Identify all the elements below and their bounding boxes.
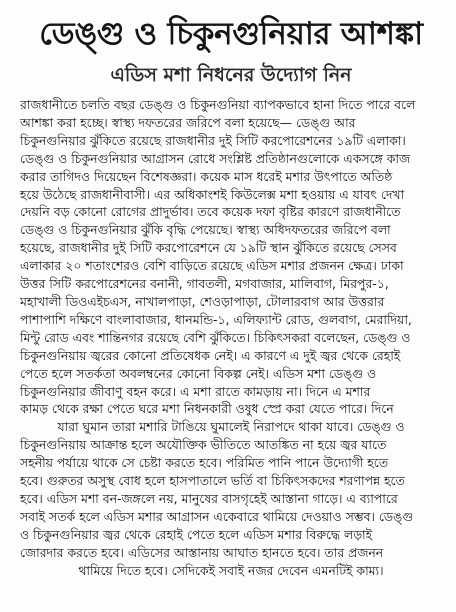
body-line: চিকুনগুনিয়ার ঝুঁকিতে রয়েছে রাজধানীর দুই সিটি করপোরেশনের ১৯টি এলাকা। [20,132,406,148]
body-line: মহাখালী ডিওএইচএস, নাখালপাড়া, শেওড়াপাড়া, টোলারবাগ আর উত্তরার [20,293,385,309]
body-line: কামড় থেকে রক্ষা পেতে ঘরে মশা নিধনকারী ওষুধ স্প্রে করা যেতে পারে। দিনে [20,401,394,417]
body-line: হবে। গুরুতর অসুস্থ বোধ হলে হাসপাতালে ভর্তি বা চিকিৎসকদের শরণাপন্ন হতে [20,473,405,489]
body-line: ডেঙ্গু ও চিকুনগুনিয়ার আগ্রাসন রোধে সংশ্লিষ্ট প্রতিষ্ঠানগুলোকে একসঙ্গে কাজ [20,150,411,166]
body-line: যারা ঘুমান তারা মশারি টাঙিয়ে ঘুমালেই নিরাপদে থাকা যাবে। ডেঙ্গু ও [57,419,405,435]
body-line: মিন্টু রোড এবং শান্তিনগর রয়েছে বেশি ঝুঁকিতে। চিকিৎসকরা বলেছেন, ডেঙ্গু ও [20,329,411,345]
body-line: হয়ে উঠেছে রাজধানীবাসী। এর অধিকাংশই কিউলেক্স মশা হওয়ায় এ যাবৎ দেখা [20,186,405,202]
body-line: এলাকার ২০ শতাংশেরও বেশি বাড়িতে রয়েছে এডিস মশার প্রজনন ক্ষেত্র। ঢাকা [20,258,404,274]
body-line: পাশাপাশি দক্ষিণে বাংলাবাজার, ধানমন্ডি-১, এলিফ্যান্ট রোড, গুলবাগ, মেরাদিয়া, [20,311,412,327]
body-line: জোরদার করতে হবে। এডিসের আস্তানায় আঘাত হানতে হবে। তার প্রজনন [20,544,384,560]
body-line: করার তাগিদও দিয়েছেন বিশেষজ্ঞরা। কয়েক মাস ধরেই মশার উৎপাতে অতিষ্ঠ [20,168,393,184]
body-line: পেতে হলে সতর্কতা অবলম্বনের কোনো বিকল্প নেই। এডিস মশা ডেঙ্গু ও [20,365,377,381]
body-line: দেয়নি বড় কোনো রোগের প্রাদুর্ভাব। তবে কয়েক দফা বৃষ্টির কারণে রাজধানীতে [20,204,401,220]
body-line: ডেঙ্গু ও চিকুনগুনিয়ার ঝুঁকি বৃদ্ধি পেয়েছে। স্বাস্থ্য অধিদফতরের জরিপে বলা [20,222,391,238]
body-line: চিকুনগুনিয়ায় জ্বরের কোনো প্রতিষেধক নেই। এ কারণে এ দুই জ্বর থেকে রেহাই [20,347,401,363]
body-line: চিকুনগুনিয়ায় আক্রান্ত হলে অযৌক্তিক ভীতিতে আতঙ্কিত না হয়ে জ্বর যাতে [20,437,387,453]
body-line: সহনীয় পর্যায়ে থাকে সে চেষ্টা করতে হবে। পরিমিত পানি পানে উদ্যোগী হতে [20,455,389,471]
body-line: হবে। এডিস মশা বন-জঙ্গলে নয়, মানুষের বাসগৃহেই আস্তানা গাড়ে। এ ব্যাপারে [20,490,398,506]
body-line: আশঙ্কা করা হচ্ছে। স্বাস্থ্য দফতরের জরিপে বলা হয়েছে— ডেঙ্গু আর [20,114,356,130]
subheadline: এডিস মশা নিধনের উদ্যোগ নিন [110,64,352,86]
body-line: রাজধানীতে চলতি বছর ডেঙ্গু ও চিকুনগুনিয়া ব্যাপকভাবে হানা দিতে পারে বলে [20,97,416,112]
body-line: চিকুনগুনিয়ার জীবাণু বহন করে। এ মশা রাতে কামড়ায় না। দিনে এ মশার [20,383,371,399]
headline: ডেঙ্গু ও চিকুনগুনিয়ার আশঙ্কা [39,16,423,52]
article-body [20,96,442,579]
body-line: উত্তর সিটি করপোরেশনের বনানী, গাবতলী, মগবাজার, মালিবাগ, মিরপুর-১, [20,276,389,292]
body-line: হয়েছে, রাজধানীর দুই সিটি করপোরেশনে যে ১৯টি স্থান ঝুঁকিতে রয়েছে সেসব [20,240,397,256]
body-line: ও চিকুনগুনিয়ার জ্বর থেকে রেহাই পেতে হলে এডিস মশার বিরুদ্ধে লড়াই [20,526,373,542]
body-line: সবাই সতর্ক হলে এডিস মশার আগ্রাসন একেবারে থামিয়ে দেওয়াও সম্ভব। ডেঙ্গু [20,508,414,524]
body-line: থামিয়ে দিতে হবে। সেদিকেই সবাই নজর দেবেন এমনটিই কাম্য। [78,562,384,578]
